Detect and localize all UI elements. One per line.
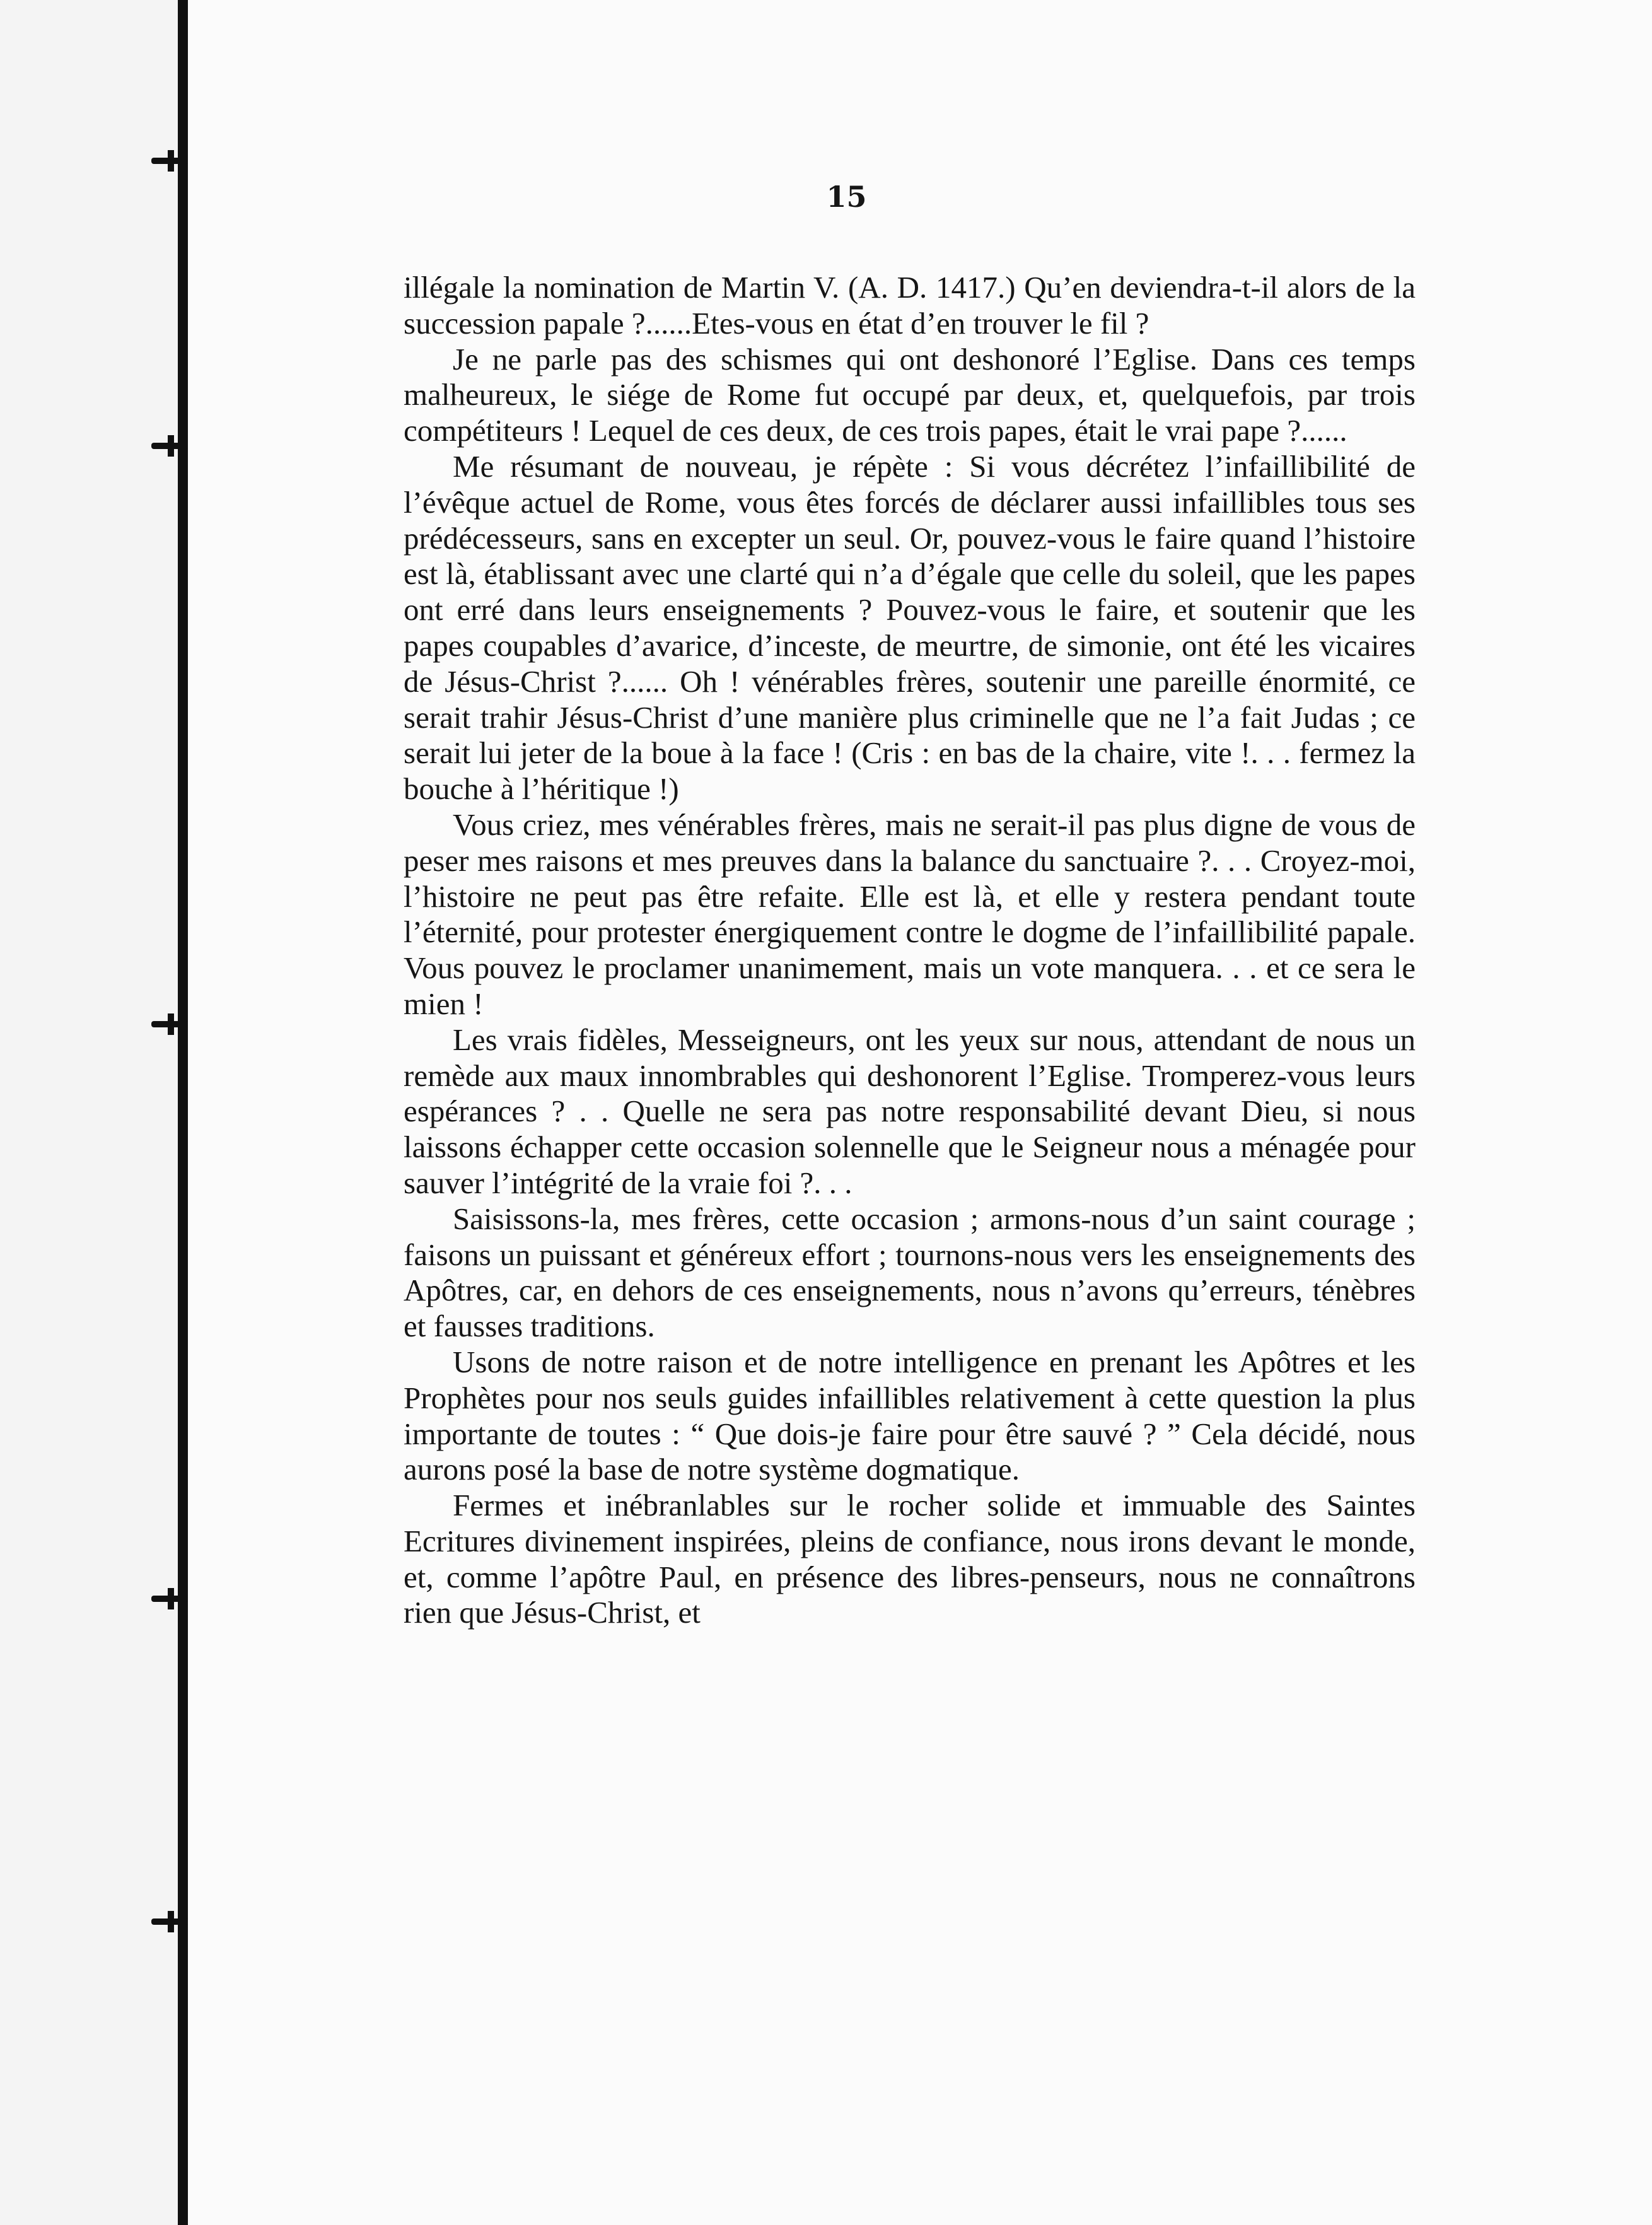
binding-thread-mark [151, 150, 189, 172]
paragraph: Les vrais fidèles, Messeigneurs, ont les yeux sur nous, attendant de nous un remède aux maux innombrables qui deshonorent l’Eglise. Tromperez-vous leurs espérances ? . . Quelle ne sera pas notre responsabilité devant Dieu, si nous laissons échapper cette occasion solennelle que le Seigneur nous a ménagée pour sauver l’intégrité de la vraie foi ?. . . [404, 1022, 1416, 1200]
binding-thread-mark [151, 1588, 189, 1609]
page-body [404, 180, 1416, 1631]
left-page-margin [0, 0, 178, 2225]
paragraph: Vous criez, mes vénérables frères, mais ne serait-il pas plus digne de vous de peser mes raisons et mes preuves dans la balance du sanctuaire ?. . . Croyez-moi, l’histoire ne peut pas être refaite. Elle est là, et elle y restera pendant toute l’éternité, pour protester énergiquement contre le dogme de l’infaillibilité papale. Vous pouvez le proclamer unanimement, mais un vote manquera. . . et ce sera le mien ! [404, 807, 1416, 1021]
binding-gutter [178, 0, 188, 2225]
paragraph: Usons de notre raison et de notre intelligence en prenant les Apôtres et les Prophètes pour nos seuls guides infaillibles relativement à cette question la plus importante de toutes : “ Que dois-je faire pour être sauvé ? ” Cela décidé, nous aurons posé la base de notre système dogmatique. [404, 1344, 1416, 1487]
paragraph: Fermes et inébranlables sur le rocher solide et immuable des Saintes Ecritures divinement inspirées, pleins de confiance, nous irons devant le monde, et, comme l’apôtre Paul, en présence des libres-penseurs, nous ne connaîtrons rien que Jésus-Christ, et [404, 1488, 1416, 1630]
binding-thread-mark [151, 435, 189, 457]
page-number: 15 [826, 180, 867, 214]
binding-thread-mark [151, 1013, 189, 1035]
paragraph: Me résumant de nouveau, je répète : Si vous décrétez l’infaillibilité de l’évêque actuel de Rome, vous êtes forcés de déclarer aussi infaillibles tous ses prédécesseurs, sans en excepter un seul. Or, pouvez-vous le faire quand l’histoire est là, établissant avec une clarté qui n’a d’égale que celle du soleil, que les papes ont erré dans leurs enseignements ? Pouvez-vous le faire, et soutenir que les papes coupables d’avarice, d’inceste, de meurtre, de simonie, ont été les vicaires de Jésus-Christ ?...... Oh ! vénérables frères, soutenir une pareille énormité, ce serait trahir Jésus-Christ d’une manière plus criminelle que ne l’a fait Judas ; ce serait lui jeter de la boue à la face ! (Cris : en bas de la chaire, vite !. . . fermez la bouche à l’héritique !) [404, 448, 1416, 807]
paragraph: Saisissons-la, mes frères, cette occasion ; armons-nous d’un saint courage ; faisons un puissant et généreux effort ; tournons-nous vers les enseignements des Apôtres, car, en dehors de ces enseignements, nous n’avons qu’erreurs, ténèbres et fausses traditions. [404, 1201, 1416, 1344]
paragraph: illégale la nomination de Martin V. (A. D. 1417.) Qu’en deviendra-t-il alors de la succession papale ?......Etes-vous en état d’en trouver le fil ? [404, 270, 1416, 341]
paragraph: Je ne parle pas des schismes qui ont deshonoré l’Eglise. Dans ces temps malheureux, le siége de Rome fut occupé par deux, et, quelquefois, par trois compétiteurs ! Lequel de ces deux, de ces trois papes, était le vrai pape ?...... [404, 341, 1416, 448]
binding-thread-mark [151, 1911, 189, 1932]
